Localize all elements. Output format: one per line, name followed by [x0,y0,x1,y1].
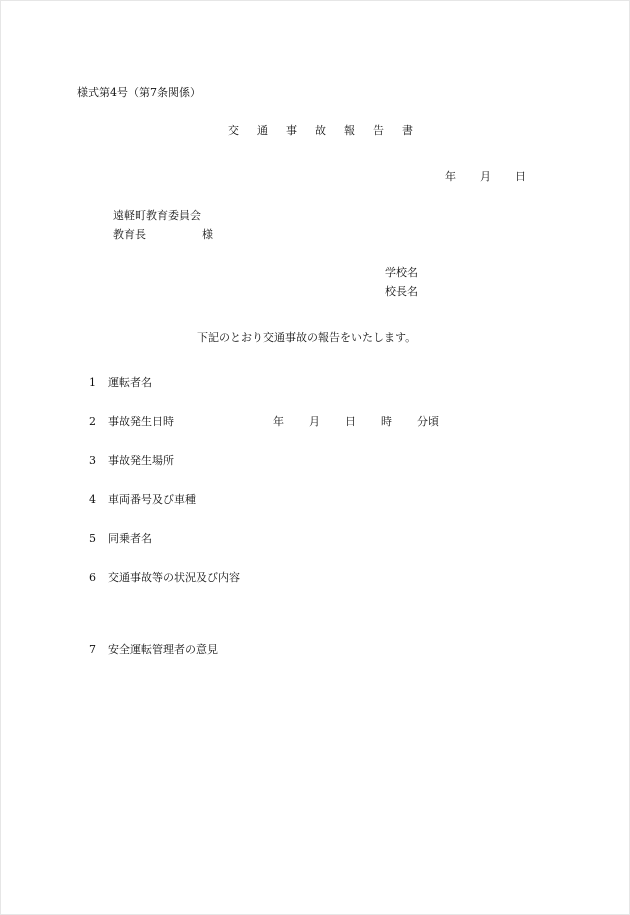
occurrence-hour-label: 時 [381,415,392,428]
school-name-label: 学校名 [385,266,418,279]
item-number: 3 [89,454,96,467]
date-month-label: 月 [480,170,491,183]
document-title: 交通事故報告書 [228,124,431,137]
item-number: 1 [89,376,96,389]
item-label: 事故発生場所 [108,454,174,467]
item-label: 安全運転管理者の意見 [108,643,218,656]
item-label: 運転者名 [108,376,152,389]
form-number: 様式第4号（第7条関係） [77,86,201,99]
recipient-honorific: 様 [202,228,213,241]
list-item-accident-location [89,455,174,466]
item-number: 5 [89,532,96,545]
occurrence-year-label: 年 [273,415,284,428]
principal-name-label: 校長名 [385,285,418,298]
report-date [445,171,526,182]
list-item-accident-datetime [89,416,174,427]
recipient-title: 教育長 [113,228,146,241]
item-label: 交通事故等の状況及び内容 [108,571,240,584]
accident-datetime-fields [273,416,439,427]
item-label: 車両番号及び車種 [108,493,196,506]
item-number: 7 [89,643,96,656]
date-year-label: 年 [445,170,456,183]
item-label: 同乗者名 [108,532,152,545]
occurrence-month-label: 月 [309,415,320,428]
list-item-accident-details [89,572,240,583]
item-number: 2 [89,415,96,428]
recipient-title-line [113,229,213,240]
lead-text: 下記のとおり交通事故の報告をいたします。 [197,331,417,344]
item-number: 6 [89,571,96,584]
list-item-driver-name [89,377,152,388]
occurrence-day-label: 日 [345,415,356,428]
list-item-safety-manager-opinion [89,644,218,655]
list-item-passengers [89,533,152,544]
date-day-label: 日 [515,170,526,183]
recipient-organization: 遠軽町教育委員会 [113,209,201,222]
list-item-vehicle-info [89,494,196,505]
occurrence-minute-label: 分頃 [417,415,439,428]
item-label: 事故発生日時 [108,415,174,428]
item-number: 4 [89,493,96,506]
